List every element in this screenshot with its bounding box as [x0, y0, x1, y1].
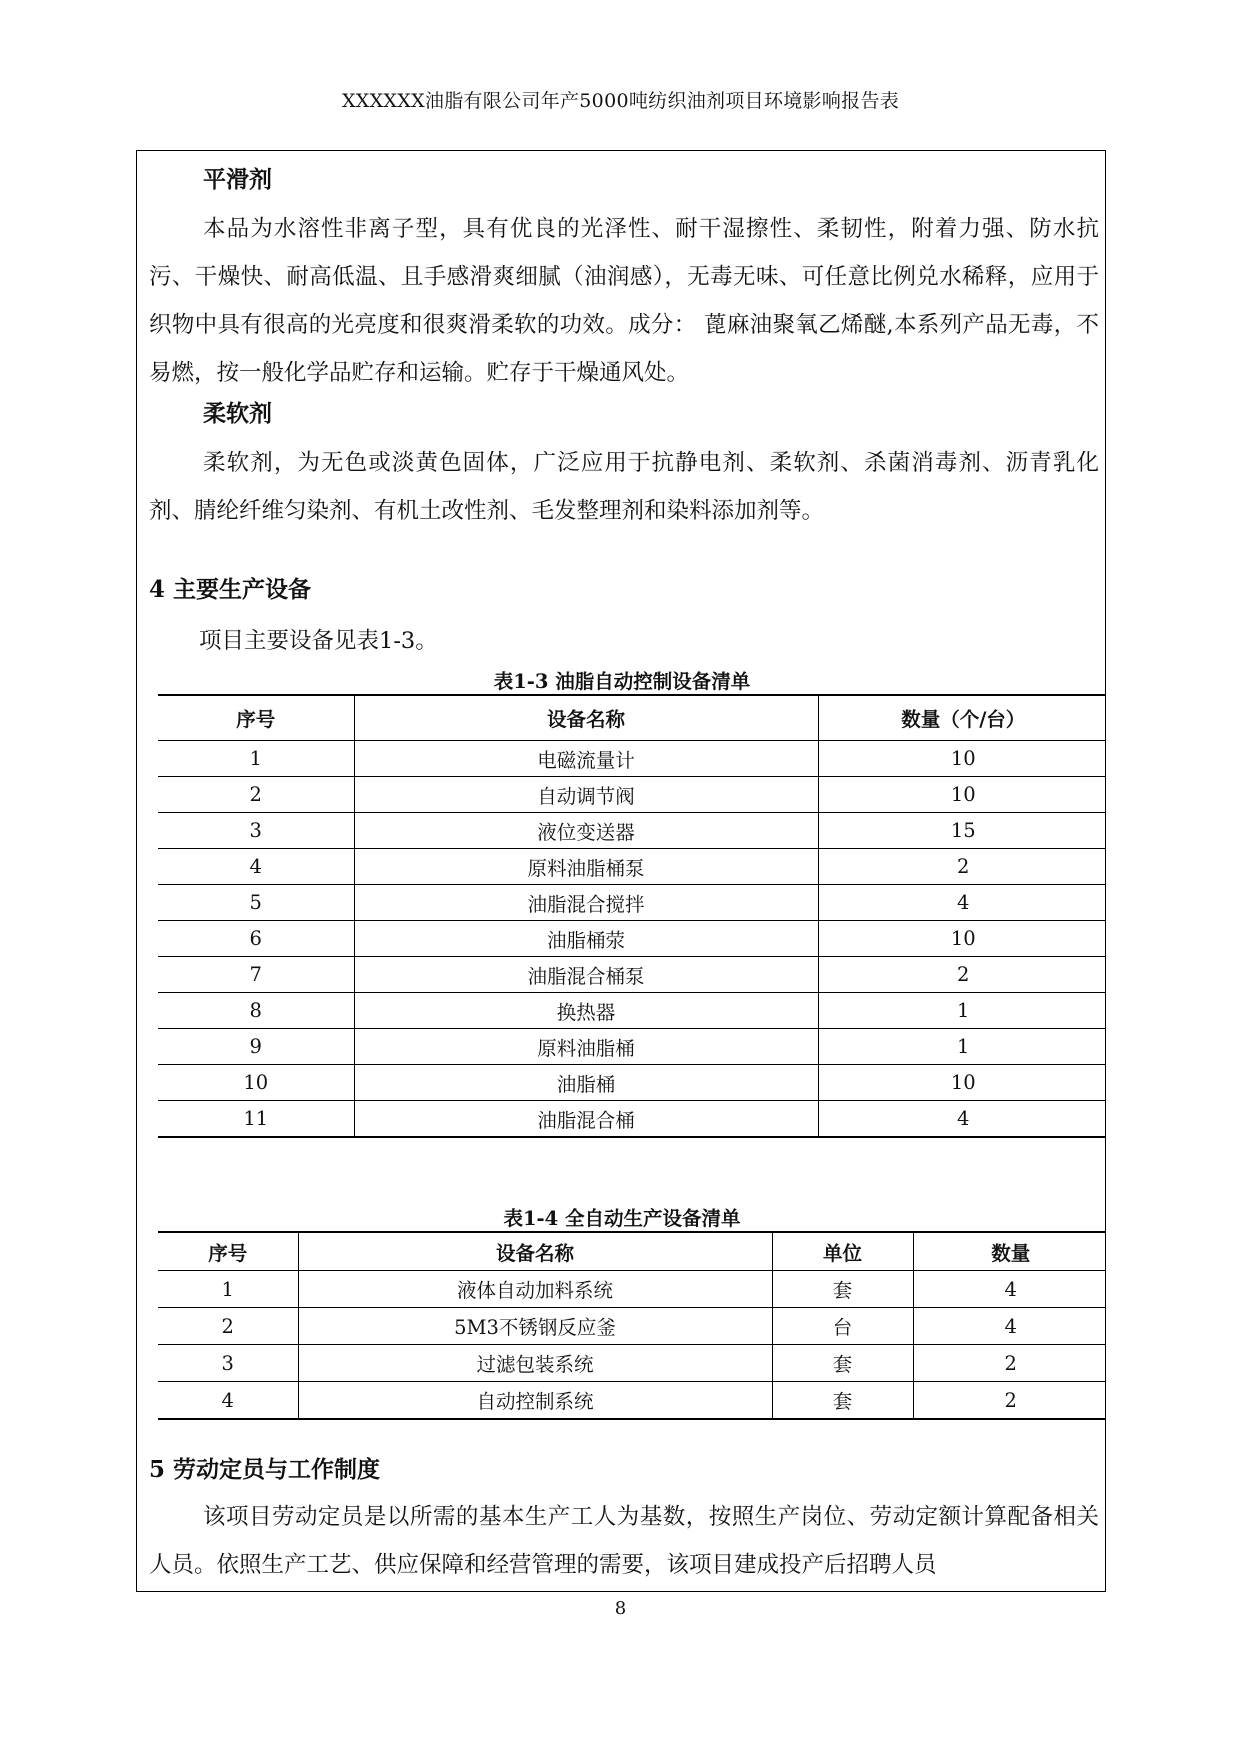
table-1-4-caption: 表1-4 全自动生产设备清单 — [503, 1207, 741, 1230]
table-cell: 4 — [158, 1382, 298, 1420]
table-header-row — [158, 695, 1106, 741]
table-row — [158, 1382, 1106, 1420]
table-cell: 10 — [950, 783, 976, 806]
table-row — [158, 921, 1106, 957]
table-cell: 5 — [158, 885, 354, 921]
table-cell: 油脂混合搅拌 — [354, 885, 818, 921]
header-cell: 序号 — [158, 1232, 298, 1271]
table-row — [158, 1101, 1106, 1138]
table-row — [158, 1065, 1106, 1101]
table-cell: 套 — [772, 1345, 913, 1382]
table-cell: 油脂桶荥 — [354, 921, 818, 957]
table-cell: 原料油脂桶泵 — [354, 849, 818, 885]
table-cell: 4 — [957, 891, 970, 914]
table-1-3 — [158, 694, 1106, 1138]
table-cell: 自动调节阀 — [354, 777, 818, 813]
table-cell: 2 — [957, 963, 970, 986]
section-5-title: 5 劳动定员与工作制度 — [149, 1456, 381, 1483]
table-cell: 油脂桶 — [354, 1065, 818, 1101]
table-cell: 1 — [957, 999, 970, 1022]
table-cell: 4 — [1004, 1277, 1017, 1301]
table-cell: 10 — [950, 1071, 976, 1094]
table-cell: 11 — [158, 1101, 354, 1138]
table-row — [158, 741, 1106, 777]
table-cell: 15 — [950, 819, 976, 842]
header-cell: 设备名称 — [298, 1232, 772, 1271]
page-number: 8 — [614, 1598, 627, 1619]
header-cell: 数量（个/台） — [901, 708, 1026, 731]
table-cell: 液体自动加料系统 — [298, 1271, 772, 1308]
section-5-text: 该项目劳动定员是以所需的基本生产工人为基数，按照生产岗位、劳动定额计算配备相关人员。依照生产工艺、供应保障和经营管理的需要，该项目建成投产后招聘人员 — [149, 1504, 1099, 1578]
smoothing-agent-text: 本品为水溶性非离子型，具有优良的光泽性、耐干湿擦性、柔韧性，附着力强、防水抗污、干燥快、耐高低温、且手感滑爽细腻（油润感），无毒无味、可任意比例兑水稀释，应用于织物中具有很高的光亮度和很爽滑柔软的功效。成分： 蓖麻油聚氧乙烯醚,本系列产品无毒，不易燃，按一般化学品贮存和运输。贮存于干燥通风处。 — [149, 216, 1099, 386]
table-row — [158, 1271, 1106, 1308]
table-cell: 10 — [950, 747, 976, 770]
section-4-title: 4 主要生产设备 — [149, 576, 312, 603]
table-cell: 4 — [158, 849, 354, 885]
table-cell: 液位变送器 — [354, 813, 818, 849]
header-cell: 设备名称 — [354, 695, 818, 741]
table-cell: 电磁流量计 — [354, 741, 818, 777]
table-cell: 油脂混合桶 — [354, 1101, 818, 1138]
table-1-4 — [158, 1231, 1106, 1420]
content-frame — [136, 150, 1106, 1592]
table-cell: 10 — [950, 927, 976, 950]
softener-title: 柔软剂 — [203, 400, 272, 427]
table-cell: 9 — [158, 1029, 354, 1065]
table-row — [158, 1029, 1106, 1065]
table-cell: 1 — [957, 1035, 970, 1058]
table-cell: 6 — [158, 921, 354, 957]
table-cell: 换热器 — [354, 993, 818, 1029]
table-cell: 1 — [158, 1271, 298, 1308]
table-row — [158, 957, 1106, 993]
table-cell: 1 — [158, 741, 354, 777]
table-cell: 台 — [772, 1308, 913, 1345]
table-cell: 2 — [1004, 1388, 1017, 1412]
table-cell: 2 — [1004, 1351, 1017, 1375]
page-header: XXXXXX油脂有限公司年产5000吨纺织油剂项目环境影响报告表 — [341, 90, 900, 112]
softener-text: 柔软剂，为无色或淡黄色固体，广泛应用于抗静电剂、柔软剂、杀菌消毒剂、沥青乳化剂、腈纶纤维匀染剂、有机土改性剂、毛发整理剂和染料添加剂等。 — [149, 450, 1099, 524]
header-cell: 数量 — [991, 1241, 1031, 1265]
table-cell: 3 — [158, 813, 354, 849]
table-cell: 4 — [1004, 1314, 1017, 1338]
table-cell: 2 — [957, 855, 970, 878]
table-cell: 2 — [158, 1308, 298, 1345]
table-row — [158, 1345, 1106, 1382]
table-row — [158, 813, 1106, 849]
header-cell: 序号 — [158, 695, 354, 741]
table-cell: 原料油脂桶 — [354, 1029, 818, 1065]
table-row — [158, 993, 1106, 1029]
table-cell: 8 — [158, 993, 354, 1029]
table-cell: 4 — [957, 1107, 970, 1130]
table-cell: 7 — [158, 957, 354, 993]
table-cell: 3 — [158, 1345, 298, 1382]
table-cell: 过滤包装系统 — [298, 1345, 772, 1382]
smoothing-agent-title: 平滑剂 — [203, 166, 272, 193]
table-row — [158, 885, 1106, 921]
table-cell: 套 — [772, 1271, 913, 1308]
table-cell: 自动控制系统 — [298, 1382, 772, 1420]
table-cell: 5M3不锈钢反应釜 — [298, 1308, 772, 1345]
table-cell: 套 — [772, 1382, 913, 1420]
table-1-3-caption: 表1-3 油脂自动控制设备清单 — [493, 670, 751, 693]
table-cell: 油脂混合桶泵 — [354, 957, 818, 993]
header-cell: 单位 — [772, 1232, 913, 1271]
table-header-row — [158, 1232, 1106, 1271]
table-row — [158, 849, 1106, 885]
section-4-intro: 项目主要设备见表1-3。 — [199, 628, 438, 654]
table-row — [158, 1308, 1106, 1345]
table-row — [158, 777, 1106, 813]
table-cell: 10 — [158, 1065, 354, 1101]
table-cell: 2 — [158, 777, 354, 813]
